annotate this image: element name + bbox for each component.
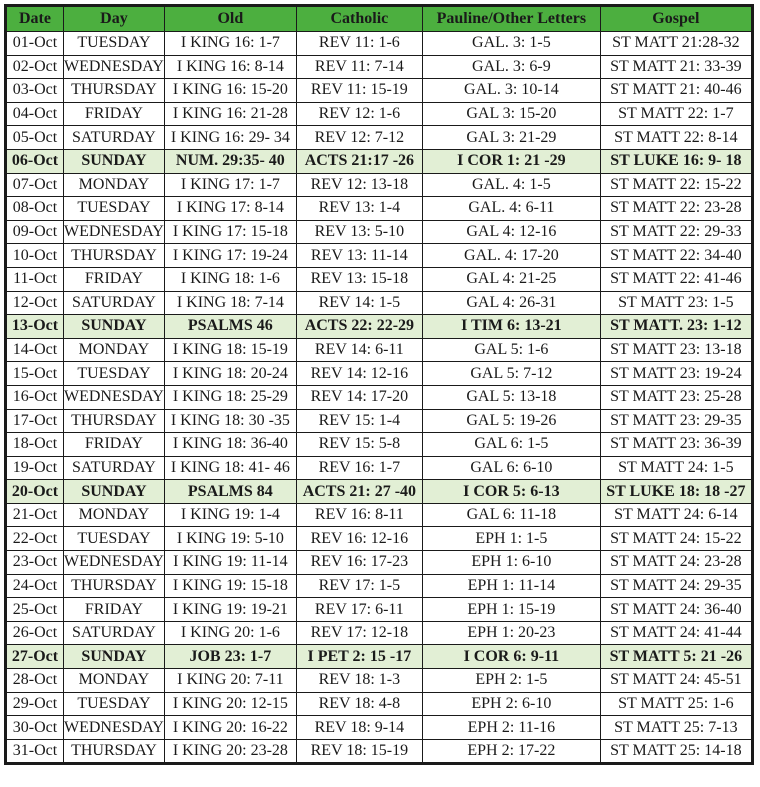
cell-day: FRIDAY (64, 267, 165, 291)
cell-catholic: REV 12: 13-18 (296, 173, 422, 197)
cell-pauline: EPH 2: 11-16 (422, 716, 600, 740)
cell-date: 18-Oct (6, 433, 64, 457)
cell-catholic: REV 17: 6-11 (296, 598, 422, 622)
cell-old: I KING 16: 1-7 (164, 32, 296, 56)
cell-date: 19-Oct (6, 456, 64, 480)
cell-old: I KING 18: 25-29 (164, 385, 296, 409)
cell-old: I KING 19: 11-14 (164, 551, 296, 575)
cell-catholic: REV 12: 1-6 (296, 102, 422, 126)
cell-pauline: EPH 1: 11-14 (422, 574, 600, 598)
cell-date: 20-Oct (6, 480, 64, 504)
cell-old: I KING 16: 29- 34 (164, 126, 296, 150)
cell-day: SUNDAY (64, 315, 165, 339)
cell-date: 15-Oct (6, 362, 64, 386)
cell-date: 01-Oct (6, 32, 64, 56)
cell-catholic: REV 14: 6-11 (296, 338, 422, 362)
cell-old: I KING 19: 1-4 (164, 503, 296, 527)
cell-gospel: ST MATT 25: 14-18 (600, 739, 752, 764)
cell-pauline: GAL 6: 6-10 (422, 456, 600, 480)
cell-pauline: EPH 1: 15-19 (422, 598, 600, 622)
cell-catholic: REV 18: 1-3 (296, 669, 422, 693)
cell-pauline: GAL 6: 1-5 (422, 433, 600, 457)
header-date: Date (6, 6, 64, 32)
cell-pauline: GAL 5: 19-26 (422, 409, 600, 433)
cell-old: I KING 18: 20-24 (164, 362, 296, 386)
cell-pauline: I COR 6: 9-11 (422, 645, 600, 669)
cell-pauline: GAL 4: 21-25 (422, 267, 600, 291)
cell-gospel: ST MATT 23: 1-5 (600, 291, 752, 315)
cell-catholic: REV 15: 1-4 (296, 409, 422, 433)
cell-pauline: EPH 2: 6-10 (422, 692, 600, 716)
cell-old: I KING 18: 36-40 (164, 433, 296, 457)
cell-date: 03-Oct (6, 79, 64, 103)
table-row (6, 385, 753, 409)
cell-old: I KING 16: 8-14 (164, 55, 296, 79)
cell-old: I KING 18: 15-19 (164, 338, 296, 362)
cell-catholic: REV 14: 1-5 (296, 291, 422, 315)
table-row (6, 598, 753, 622)
table-row (6, 503, 753, 527)
readings-table (4, 4, 754, 765)
cell-gospel: ST MATT 23: 13-18 (600, 338, 752, 362)
cell-date: 23-Oct (6, 551, 64, 575)
cell-catholic: REV 16: 17-23 (296, 551, 422, 575)
cell-old: I KING 17: 8-14 (164, 197, 296, 221)
cell-gospel: ST LUKE 16: 9- 18 (600, 149, 752, 173)
cell-day: THURSDAY (64, 409, 165, 433)
table-row (6, 574, 753, 598)
cell-catholic: REV 11: 7-14 (296, 55, 422, 79)
table-row (6, 433, 753, 457)
table-row (6, 716, 753, 740)
cell-gospel: ST MATT 23: 25-28 (600, 385, 752, 409)
table-row (6, 551, 753, 575)
cell-day: THURSDAY (64, 244, 165, 268)
cell-date: 12-Oct (6, 291, 64, 315)
cell-gospel: ST MATT 24: 41-44 (600, 621, 752, 645)
header-catholic: Catholic (296, 6, 422, 32)
cell-gospel: ST MATT 23: 29-35 (600, 409, 752, 433)
table-row (6, 220, 753, 244)
cell-date: 21-Oct (6, 503, 64, 527)
cell-day: MONDAY (64, 669, 165, 693)
table-row-sunday (6, 480, 753, 504)
table-row (6, 244, 753, 268)
cell-gospel: ST LUKE 18: 18 -27 (600, 480, 752, 504)
cell-catholic: REV 17: 1-5 (296, 574, 422, 598)
table-body (6, 32, 753, 764)
cell-day: SUNDAY (64, 645, 165, 669)
cell-old: I KING 17: 15-18 (164, 220, 296, 244)
cell-date: 27-Oct (6, 645, 64, 669)
table-row-sunday (6, 315, 753, 339)
header-row (6, 6, 753, 32)
cell-gospel: ST MATT 24: 29-35 (600, 574, 752, 598)
cell-pauline: I TIM 6: 13-21 (422, 315, 600, 339)
header-gospel: Gospel (600, 6, 752, 32)
cell-gospel: ST MATT 24: 6-14 (600, 503, 752, 527)
cell-date: 25-Oct (6, 598, 64, 622)
cell-day: WEDNESDAY (64, 716, 165, 740)
cell-pauline: EPH 1: 6-10 (422, 551, 600, 575)
table-row (6, 338, 753, 362)
cell-day: THURSDAY (64, 79, 165, 103)
cell-pauline: GAL. 4: 1-5 (422, 173, 600, 197)
cell-old: I KING 20: 12-15 (164, 692, 296, 716)
table-row (6, 409, 753, 433)
cell-day: FRIDAY (64, 102, 165, 126)
cell-date: 10-Oct (6, 244, 64, 268)
cell-catholic: REV 16: 12-16 (296, 527, 422, 551)
table-row (6, 55, 753, 79)
cell-old: I KING 18: 1-6 (164, 267, 296, 291)
cell-catholic: REV 18: 4-8 (296, 692, 422, 716)
header-old: Old (164, 6, 296, 32)
cell-catholic: REV 16: 1-7 (296, 456, 422, 480)
cell-old: PSALMS 46 (164, 315, 296, 339)
cell-date: 29-Oct (6, 692, 64, 716)
cell-day: TUESDAY (64, 692, 165, 716)
cell-catholic: REV 14: 17-20 (296, 385, 422, 409)
cell-date: 06-Oct (6, 149, 64, 173)
cell-date: 07-Oct (6, 173, 64, 197)
cell-gospel: ST MATT 22: 15-22 (600, 173, 752, 197)
cell-pauline: EPH 1: 1-5 (422, 527, 600, 551)
cell-pauline: GAL 5: 13-18 (422, 385, 600, 409)
cell-catholic: REV 12: 7-12 (296, 126, 422, 150)
cell-pauline: GAL 6: 11-18 (422, 503, 600, 527)
cell-gospel: ST MATT 5: 21 -26 (600, 645, 752, 669)
cell-catholic: REV 13: 1-4 (296, 197, 422, 221)
cell-pauline: GAL. 3: 10-14 (422, 79, 600, 103)
cell-date: 02-Oct (6, 55, 64, 79)
cell-catholic: ACTS 21: 27 -40 (296, 480, 422, 504)
cell-gospel: ST MATT 22: 23-28 (600, 197, 752, 221)
cell-day: MONDAY (64, 338, 165, 362)
cell-day: FRIDAY (64, 433, 165, 457)
cell-date: 08-Oct (6, 197, 64, 221)
cell-catholic: REV 13: 15-18 (296, 267, 422, 291)
table-row (6, 126, 753, 150)
cell-catholic: I PET 2: 15 -17 (296, 645, 422, 669)
table-row-sunday (6, 149, 753, 173)
cell-gospel: ST MATT 21: 40-46 (600, 79, 752, 103)
cell-day: MONDAY (64, 173, 165, 197)
cell-day: WEDNESDAY (64, 55, 165, 79)
cell-old: I KING 20: 16-22 (164, 716, 296, 740)
cell-old: I KING 16: 21-28 (164, 102, 296, 126)
cell-date: 24-Oct (6, 574, 64, 598)
cell-old: PSALMS 84 (164, 480, 296, 504)
readings-table-container (4, 4, 754, 765)
cell-day: MONDAY (64, 503, 165, 527)
cell-gospel: ST MATT 21:28-32 (600, 32, 752, 56)
cell-date: 28-Oct (6, 669, 64, 693)
cell-old: I KING 17: 1-7 (164, 173, 296, 197)
cell-old: NUM. 29:35- 40 (164, 149, 296, 173)
cell-pauline: GAL 4: 26-31 (422, 291, 600, 315)
cell-gospel: ST MATT 22: 29-33 (600, 220, 752, 244)
cell-pauline: GAL 5: 7-12 (422, 362, 600, 386)
cell-catholic: REV 11: 1-6 (296, 32, 422, 56)
cell-pauline: GAL 3: 15-20 (422, 102, 600, 126)
cell-catholic: ACTS 21:17 -26 (296, 149, 422, 173)
cell-date: 13-Oct (6, 315, 64, 339)
cell-day: TUESDAY (64, 197, 165, 221)
cell-day: FRIDAY (64, 598, 165, 622)
cell-old: JOB 23: 1-7 (164, 645, 296, 669)
cell-old: I KING 18: 41- 46 (164, 456, 296, 480)
cell-catholic: REV 14: 12-16 (296, 362, 422, 386)
cell-day: WEDNESDAY (64, 220, 165, 244)
table-row (6, 197, 753, 221)
cell-old: I KING 18: 7-14 (164, 291, 296, 315)
cell-date: 31-Oct (6, 739, 64, 764)
cell-gospel: ST MATT. 23: 1-12 (600, 315, 752, 339)
cell-pauline: GAL 4: 12-16 (422, 220, 600, 244)
cell-pauline: GAL. 3: 6-9 (422, 55, 600, 79)
cell-catholic: REV 18: 15-19 (296, 739, 422, 764)
table-row (6, 32, 753, 56)
table-row (6, 456, 753, 480)
table-row (6, 102, 753, 126)
cell-day: WEDNESDAY (64, 385, 165, 409)
cell-date: 30-Oct (6, 716, 64, 740)
cell-day: SATURDAY (64, 291, 165, 315)
cell-pauline: I COR 5: 6-13 (422, 480, 600, 504)
cell-catholic: REV 15: 5-8 (296, 433, 422, 457)
cell-gospel: ST MATT 24: 1-5 (600, 456, 752, 480)
cell-date: 26-Oct (6, 621, 64, 645)
cell-date: 17-Oct (6, 409, 64, 433)
cell-old: I KING 19: 19-21 (164, 598, 296, 622)
table-row (6, 527, 753, 551)
cell-pauline: GAL 5: 1-6 (422, 338, 600, 362)
cell-catholic: REV 18: 9-14 (296, 716, 422, 740)
cell-day: SUNDAY (64, 480, 165, 504)
cell-old: I KING 20: 23-28 (164, 739, 296, 764)
cell-pauline: EPH 1: 20-23 (422, 621, 600, 645)
cell-day: TUESDAY (64, 32, 165, 56)
cell-day: TUESDAY (64, 362, 165, 386)
cell-date: 09-Oct (6, 220, 64, 244)
cell-pauline: GAL 3: 21-29 (422, 126, 600, 150)
table-row (6, 362, 753, 386)
cell-day: SATURDAY (64, 621, 165, 645)
cell-old: I KING 20: 1-6 (164, 621, 296, 645)
cell-date: 22-Oct (6, 527, 64, 551)
table-row (6, 621, 753, 645)
table-row (6, 291, 753, 315)
table-row (6, 739, 753, 764)
cell-catholic: ACTS 22: 22-29 (296, 315, 422, 339)
cell-day: TUESDAY (64, 527, 165, 551)
table-row (6, 267, 753, 291)
cell-pauline: GAL. 3: 1-5 (422, 32, 600, 56)
table-row (6, 79, 753, 103)
cell-old: I KING 19: 15-18 (164, 574, 296, 598)
cell-gospel: ST MATT 25: 1-6 (600, 692, 752, 716)
cell-gospel: ST MATT 24: 15-22 (600, 527, 752, 551)
cell-date: 16-Oct (6, 385, 64, 409)
table-row (6, 692, 753, 716)
cell-old: I KING 17: 19-24 (164, 244, 296, 268)
header-day: Day (64, 6, 165, 32)
cell-gospel: ST MATT 23: 36-39 (600, 433, 752, 457)
cell-gospel: ST MATT 22: 34-40 (600, 244, 752, 268)
table-row-sunday (6, 645, 753, 669)
cell-gospel: ST MATT 22: 1-7 (600, 102, 752, 126)
cell-gospel: ST MATT 25: 7-13 (600, 716, 752, 740)
cell-catholic: REV 11: 15-19 (296, 79, 422, 103)
cell-catholic: REV 17: 12-18 (296, 621, 422, 645)
cell-old: I KING 19: 5-10 (164, 527, 296, 551)
cell-pauline: GAL. 4: 17-20 (422, 244, 600, 268)
cell-gospel: ST MATT 24: 36-40 (600, 598, 752, 622)
cell-gospel: ST MATT 24: 23-28 (600, 551, 752, 575)
cell-date: 11-Oct (6, 267, 64, 291)
cell-old: I KING 20: 7-11 (164, 669, 296, 693)
cell-pauline: EPH 2: 1-5 (422, 669, 600, 693)
cell-day: WEDNESDAY (64, 551, 165, 575)
cell-catholic: REV 13: 5-10 (296, 220, 422, 244)
cell-gospel: ST MATT 23: 19-24 (600, 362, 752, 386)
table-row (6, 173, 753, 197)
cell-catholic: REV 16: 8-11 (296, 503, 422, 527)
table-row (6, 669, 753, 693)
cell-day: SUNDAY (64, 149, 165, 173)
cell-gospel: ST MATT 22: 8-14 (600, 126, 752, 150)
cell-catholic: REV 13: 11-14 (296, 244, 422, 268)
cell-pauline: EPH 2: 17-22 (422, 739, 600, 764)
cell-pauline: GAL. 4: 6-11 (422, 197, 600, 221)
cell-day: SATURDAY (64, 456, 165, 480)
cell-day: SATURDAY (64, 126, 165, 150)
cell-day: THURSDAY (64, 574, 165, 598)
cell-old: I KING 18: 30 -35 (164, 409, 296, 433)
cell-gospel: ST MATT 22: 41-46 (600, 267, 752, 291)
cell-pauline: I COR 1: 21 -29 (422, 149, 600, 173)
cell-gospel: ST MATT 21: 33-39 (600, 55, 752, 79)
cell-day: THURSDAY (64, 739, 165, 764)
cell-gospel: ST MATT 24: 45-51 (600, 669, 752, 693)
cell-date: 04-Oct (6, 102, 64, 126)
cell-date: 14-Oct (6, 338, 64, 362)
cell-old: I KING 16: 15-20 (164, 79, 296, 103)
header-pauline: Pauline/Other Letters (422, 6, 600, 32)
cell-date: 05-Oct (6, 126, 64, 150)
